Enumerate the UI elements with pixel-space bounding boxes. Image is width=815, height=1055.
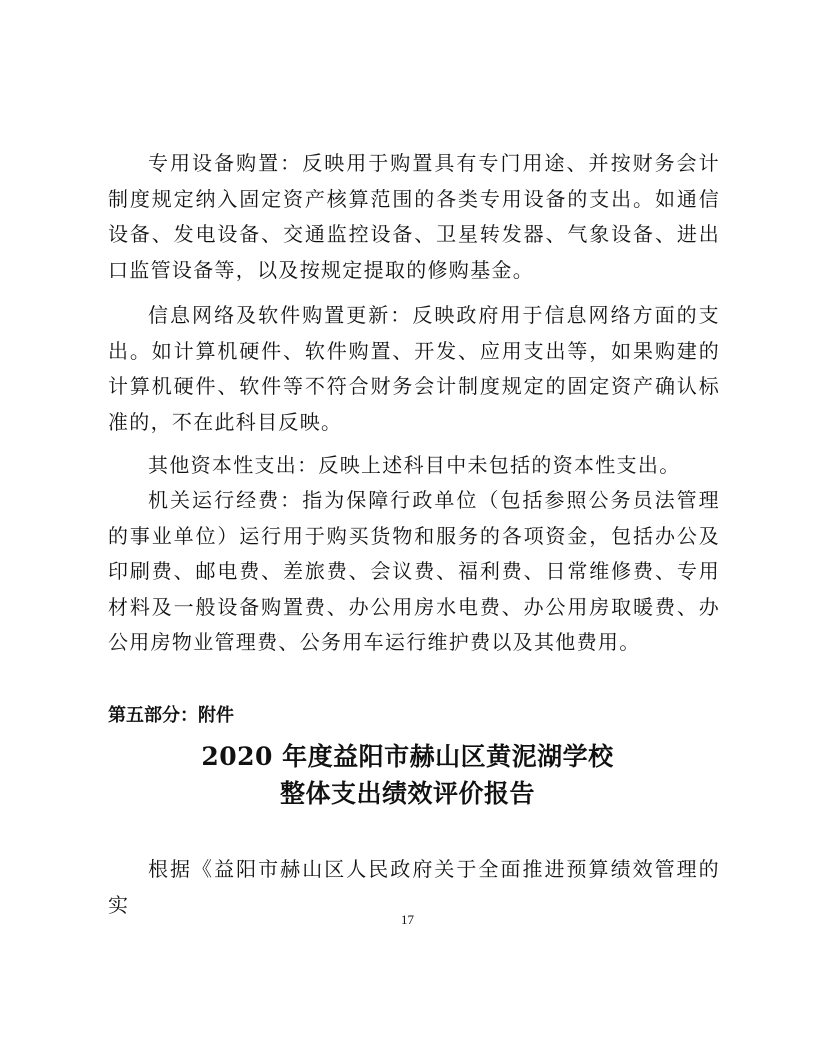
paragraph-network-software: 信息网络及软件购置更新：反映政府用于信息网络方面的支出。如计算机硬件、软件购置、开发、应用支出等，如果购建的计算机硬件、软件等不符合财务会计制度规定的固定资产确认标准的，不在此科目反映。 [108, 303, 720, 434]
section-heading: 第五部分：附件 [108, 705, 234, 726]
paragraph-other-capital: 其他资本性支出：反映上述科目中未包括的资本性支出。 [148, 453, 681, 477]
report-title-line-2: 整体支出绩效评价报告 [279, 779, 535, 808]
report-title-line-1: 2020 年度益阳市赫山区黄泥湖学校 [201, 742, 614, 771]
paragraph-special-equipment: 专用设备购置：反映用于购置具有专门用途、并按财务会计制度规定纳入固定资产核算范围的各类专用设备的支出。如通信设备、发电设备、交通监控设备、卫星转发器、气象设备、进出口监管设备等，以及按规定提取的修购基金。 [108, 151, 720, 282]
page-number: 17 [401, 912, 414, 927]
paragraph-basis: 根据《益阳市赫山区人民政府关于全面推进预算绩效管理的实 [108, 857, 720, 917]
paragraph-operating-expenses: 机关运行经费：指为保障行政单位（包括参照公务员法管理的事业单位）运行用于购买货物和服务的各项资金，包括办公及印刷费、邮电费、差旅费、会议费、福利费、日常维修费、专用材料及一般设备购置费、办公用房水电费、办公用房取暖费、办公用房物业管理费、公务用车运行维护费以及其他费用。 [108, 488, 720, 655]
